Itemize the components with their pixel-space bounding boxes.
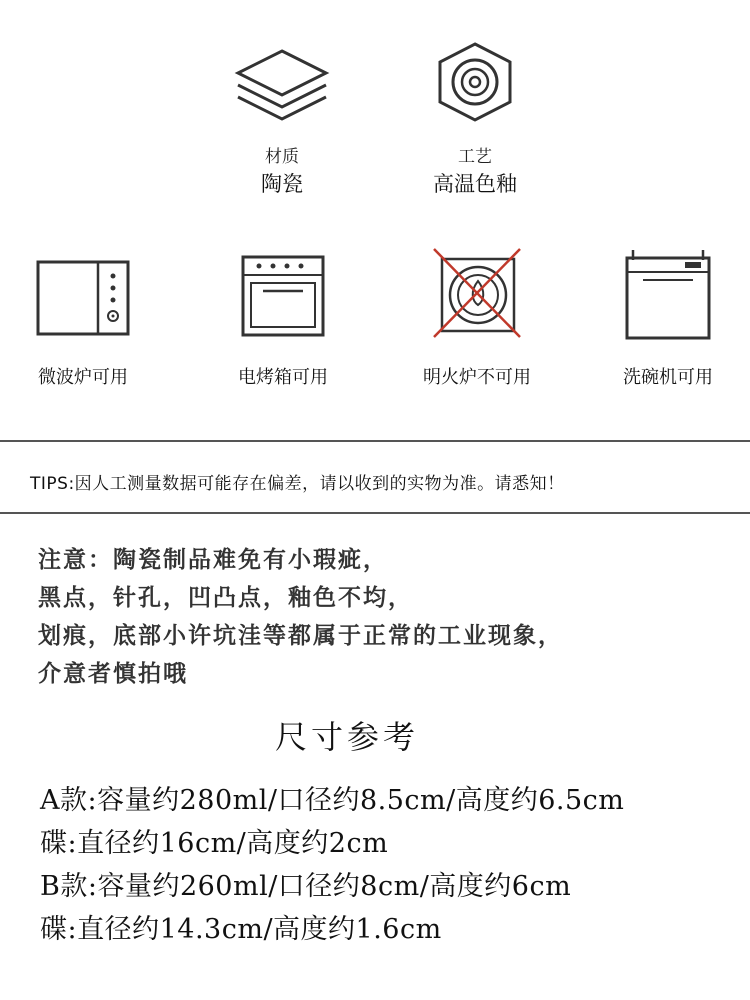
size-list <box>40 778 624 950</box>
notice-line: 黑点，针孔，凹凸点，釉色不均， <box>38 585 413 611</box>
microwave-icon <box>36 260 130 336</box>
notice-block <box>38 541 563 693</box>
notice-line: 划痕，底部小许坑洼等都属于正常的工业现象， <box>38 623 563 649</box>
craft-label: 工艺 <box>458 147 492 167</box>
spec-line: A款:容量约280ml/口径约8.5cm/高度约6.5cm <box>40 785 625 816</box>
microwave-label: 微波炉可用 <box>38 367 128 388</box>
divider-top <box>0 440 750 442</box>
spec-line: B款:容量约260ml/口径约8cm/高度约6cm <box>40 871 572 902</box>
dishwasher-icon <box>625 248 711 340</box>
stove-crossed-icon <box>430 245 524 341</box>
craft-value: 高温色釉 <box>433 172 517 196</box>
spec-line: 碟:直径约14.3cm/高度约1.6cm <box>40 914 442 945</box>
layers-icon <box>232 45 332 125</box>
spec-line: 碟:直径约16cm/高度约2cm <box>40 828 389 859</box>
material-value: 陶瓷 <box>261 172 303 196</box>
divider-bottom <box>0 512 750 514</box>
material-label: 材质 <box>265 147 299 167</box>
notice-line: 介意者慎拍哦 <box>38 661 188 687</box>
stove-label: 明火炉不可用 <box>423 367 531 388</box>
oven-label: 电烤箱可用 <box>238 367 328 388</box>
hexagon-disc-icon <box>436 40 514 124</box>
size-title: 尺寸参考 <box>275 718 420 756</box>
notice-line: 注意：陶瓷制品难免有小瑕疵， <box>38 547 388 573</box>
oven-icon <box>241 255 325 337</box>
dishwasher-label: 洗碗机可用 <box>623 367 713 388</box>
tips-text: TIPS:因人工测量数据可能存在偏差，请以收到的实物为准。请悉知！ <box>30 474 565 494</box>
